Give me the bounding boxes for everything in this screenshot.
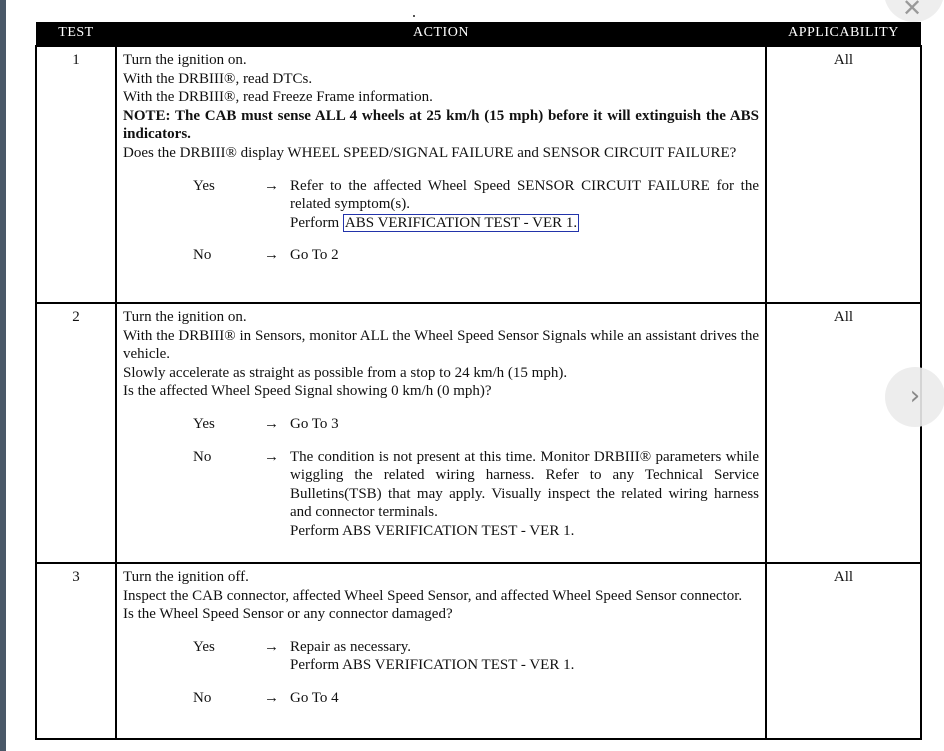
- no-label: No: [193, 448, 212, 465]
- step-text: Turn the ignition on.: [123, 52, 247, 68]
- applicability: All: [766, 303, 921, 563]
- speck: [413, 15, 415, 17]
- close-button[interactable]: [884, 0, 944, 22]
- test-number: 2: [36, 303, 116, 563]
- no-answer: [123, 689, 759, 708]
- arrow-icon: →: [264, 177, 279, 194]
- yes-answer: [123, 638, 759, 675]
- no-label: No: [193, 247, 212, 264]
- applicability: All: [766, 563, 921, 739]
- action-cell: [116, 46, 766, 303]
- question-text: Does the DRBIII® display WHEEL SPEED/SIGNAL FAILURE and SENSOR CIRCUIT FAILURE?: [123, 144, 737, 161]
- step-text: Slowly accelerate as straight as possible from a stop to 24 km/h (15 mph).: [123, 364, 568, 381]
- step-text: With the DRBIII® in Sensors, monitor ALL the Wheel Speed Sensor Signals while an assistant drives the vehicle.: [123, 327, 759, 363]
- step-text: With the DRBIII®, read DTCs.: [123, 70, 313, 87]
- yes-label: Yes: [193, 415, 215, 432]
- yes-label: Yes: [193, 177, 215, 194]
- test-number: 1: [36, 46, 116, 303]
- step-text: With the DRBIII®, read Freeze Frame information.: [123, 89, 433, 106]
- diagnostic-test-table: [35, 22, 922, 740]
- answer-text: Go To 2: [290, 247, 339, 264]
- perform-label: Perform: [290, 214, 340, 231]
- yes-label: Yes: [193, 638, 215, 655]
- window-left-edge: [0, 0, 6, 751]
- test-number: 3: [36, 563, 116, 739]
- step-text: Turn the ignition on.: [123, 309, 247, 325]
- answer-text: Go To 3: [290, 415, 339, 432]
- arrow-icon: →: [264, 448, 279, 465]
- action-cell: [116, 303, 766, 563]
- answer-text: Refer to the affected Wheel Speed SENSOR CIRCUIT FAILURE for the related symptom(s).: [290, 177, 759, 213]
- arrow-icon: →: [264, 638, 279, 655]
- table-row: [36, 563, 921, 739]
- yes-answer: [123, 415, 759, 434]
- question-text: Is the Wheel Speed Sensor or any connector damaged?: [123, 606, 453, 623]
- no-answer: [123, 246, 759, 265]
- chevron-right-icon: ›: [909, 381, 921, 411]
- table-row: [36, 303, 921, 563]
- table-header: [36, 22, 921, 46]
- no-label: No: [193, 689, 212, 706]
- arrow-icon: →: [264, 415, 279, 432]
- header-action: ACTION: [116, 22, 766, 46]
- arrow-icon: →: [264, 689, 279, 706]
- arrow-icon: →: [264, 247, 279, 264]
- note-text: NOTE: The CAB must sense ALL 4 wheels at 25 km/h (15 mph) before it will extinguish the ABS indicators.: [123, 107, 759, 143]
- answer-text: The condition is not present at this time. Monitor DRBIII® parameters while wiggling the related wiring harness. Refer to any Technical Service Bulletins(TSB) that may apply. Visually inspect the related wiring harness and connector terminals.: [290, 448, 759, 521]
- header-applicability: APPLICABILITY: [766, 22, 921, 46]
- perform-text: Perform ABS VERIFICATION TEST - VER 1.: [290, 522, 575, 539]
- answer-text: Repair as necessary.: [290, 638, 412, 655]
- answer-text: Go To 4: [290, 689, 339, 706]
- next-page-button[interactable]: [885, 367, 944, 427]
- step-text: Inspect the CAB connector, affected Wheel Speed Sensor, and affected Wheel Speed Sensor connector.: [123, 587, 743, 604]
- table-row: [36, 46, 921, 303]
- no-answer: [123, 448, 759, 541]
- step-text: Turn the ignition off.: [123, 569, 249, 585]
- close-icon: ✕: [902, 0, 923, 22]
- perform-text: Perform ABS VERIFICATION TEST - VER 1.: [290, 657, 575, 674]
- header-test: TEST: [36, 22, 116, 46]
- yes-answer: [123, 177, 759, 233]
- abs-verification-link[interactable]: ABS VERIFICATION TEST - VER 1.: [344, 214, 578, 231]
- action-cell: [116, 563, 766, 739]
- question-text: Is the affected Wheel Speed Signal showing 0 km/h (0 mph)?: [123, 383, 492, 400]
- applicability: All: [766, 46, 921, 303]
